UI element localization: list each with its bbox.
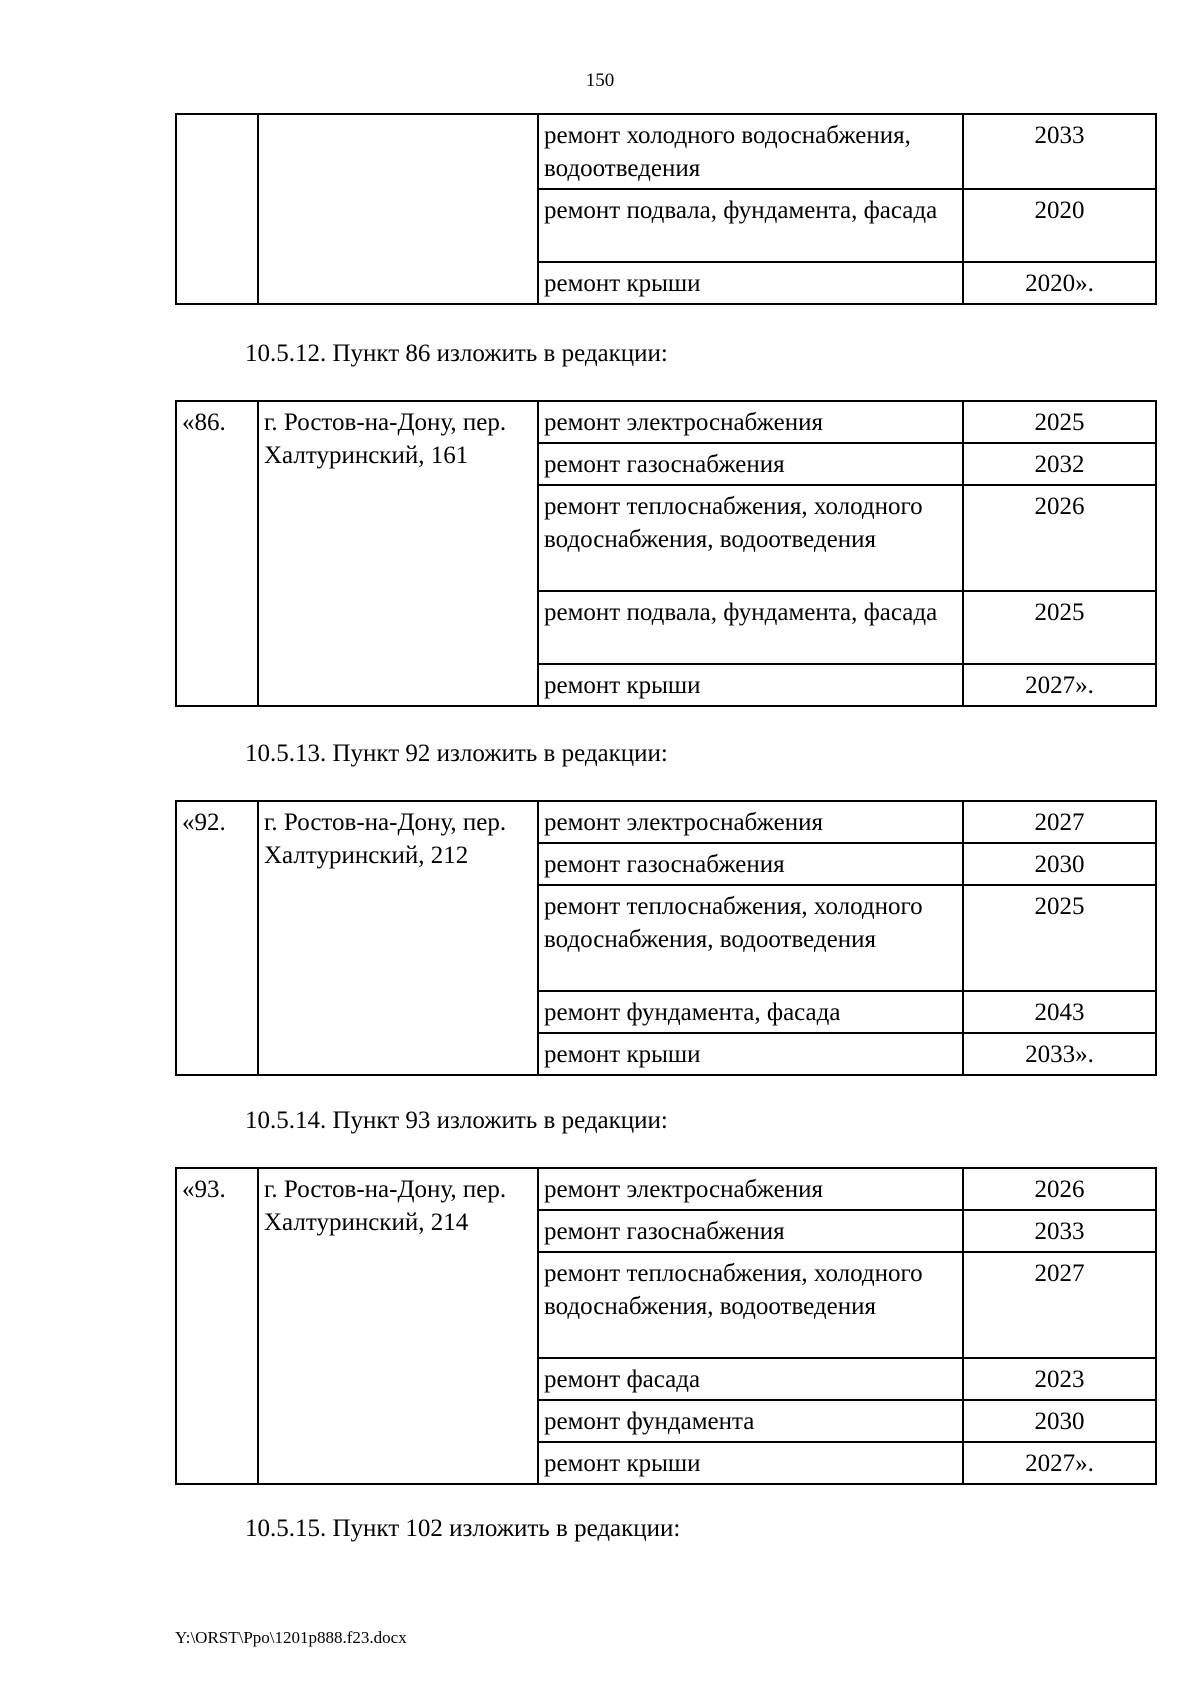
item-number-cell: «86. [176,401,258,706]
year-cell: 2033». [963,1033,1156,1075]
address-cell: г. Ростов-на-Дону, пер. Халтуринский, 212 [258,801,538,1075]
year-cell: 2032 [963,443,1156,485]
repair-table-92 [175,800,1157,1076]
year-cell: 2027». [963,1442,1156,1484]
work-cell: ремонт теплоснабжения, холодного водоснабжения, водоотведения [538,485,963,591]
work-cell: ремонт крыши [538,262,963,304]
year-cell: 2020». [963,262,1156,304]
address-cell [258,114,538,304]
repair-table-93 [175,1167,1157,1485]
page-number: 150 [585,70,615,91]
year-cell: 2027 [963,801,1156,843]
repair-table [175,1167,1157,1485]
item-number-cell: «93. [176,1168,258,1484]
work-cell: ремонт теплоснабжения, холодного водоснабжения, водоотведения [538,1252,963,1358]
work-cell: ремонт электроснабжения [538,401,963,443]
year-cell: 2033 [963,1210,1156,1252]
section-heading: 10.5.14. Пункт 93 изложить в редакции: [245,1107,668,1134]
work-cell: ремонт подвала, фундамента, фасада [538,591,963,664]
year-cell: 2020 [963,189,1156,262]
year-cell: 2023 [963,1358,1156,1400]
work-cell: ремонт крыши [538,664,963,706]
work-cell: ремонт теплоснабжения, холодного водоснабжения, водоотведения [538,885,963,991]
year-cell: 2030 [963,843,1156,885]
section-heading: 10.5.13. Пункт 92 изложить в редакции: [245,740,668,767]
address-cell: г. Ростов-на-Дону, пер. Халтуринский, 161 [258,401,538,706]
repair-table-continuation [175,113,1157,305]
year-cell: 2025 [963,885,1156,991]
year-cell: 2043 [963,991,1156,1033]
work-cell: ремонт крыши [538,1442,963,1484]
repair-table [175,400,1157,707]
repair-table [175,800,1157,1076]
table-row [176,114,1156,189]
year-cell: 2025 [963,401,1156,443]
work-cell: ремонт электроснабжения [538,801,963,843]
work-cell: ремонт подвала, фундамента, фасада [538,189,963,262]
year-cell: 2030 [963,1400,1156,1442]
year-cell: 2026 [963,1168,1156,1210]
work-cell: ремонт фундамента, фасада [538,991,963,1033]
work-cell: ремонт фасада [538,1358,963,1400]
work-cell: ремонт газоснабжения [538,1210,963,1252]
section-heading: 10.5.15. Пункт 102 изложить в редакции: [245,1515,681,1542]
work-cell: ремонт газоснабжения [538,843,963,885]
item-number-cell: «92. [176,801,258,1075]
section-heading: 10.5.12. Пункт 86 изложить в редакции: [245,340,668,367]
item-number-cell [176,114,258,304]
work-cell: ремонт газоснабжения [538,443,963,485]
year-cell: 2025 [963,591,1156,664]
work-cell: ремонт фундамента [538,1400,963,1442]
table-row [176,801,1156,843]
table-row [176,1168,1156,1210]
repair-table-86 [175,400,1157,707]
address-cell: г. Ростов-на-Дону, пер. Халтуринский, 214 [258,1168,538,1484]
year-cell: 2027 [963,1252,1156,1358]
work-cell: ремонт электроснабжения [538,1168,963,1210]
repair-table [175,113,1157,305]
year-cell: 2033 [963,114,1156,189]
file-path-footer: Y:\ORST\Ppo\1201p888.f23.docx [175,1628,407,1647]
work-cell: ремонт холодного водоснабжения, водоотведения [538,114,963,189]
year-cell: 2027». [963,664,1156,706]
work-cell: ремонт крыши [538,1033,963,1075]
year-cell: 2026 [963,485,1156,591]
table-row [176,401,1156,443]
